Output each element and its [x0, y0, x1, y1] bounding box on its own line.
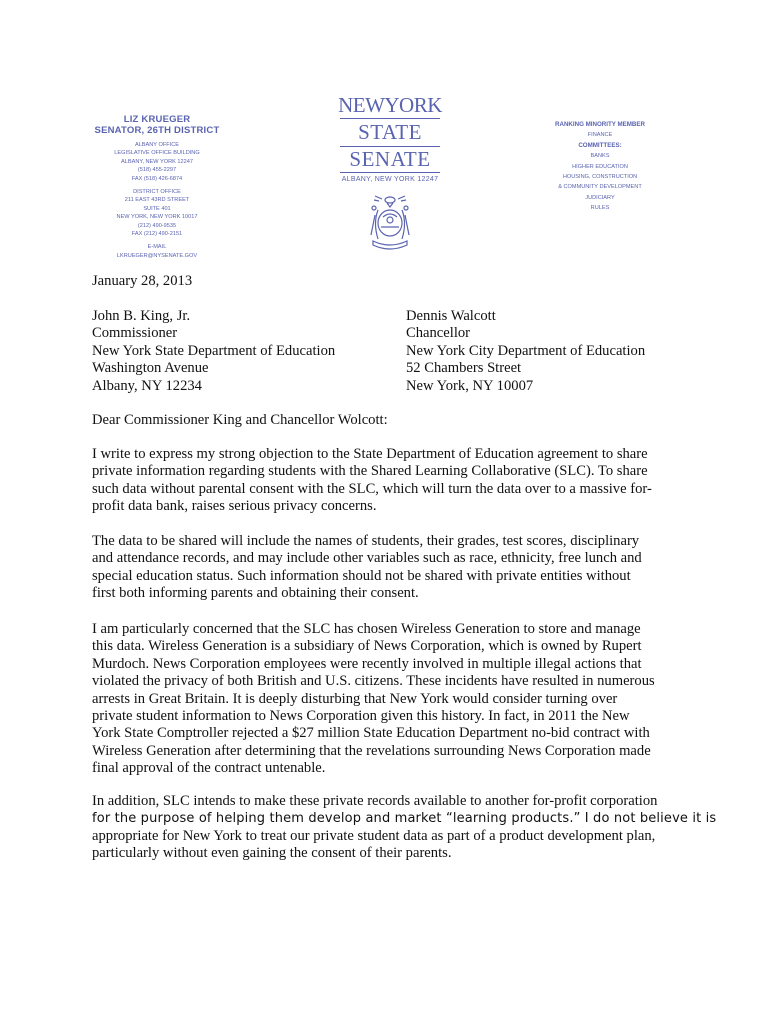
albany-office-line: ALBANY OFFICE [134, 142, 180, 148]
committee-item: HIGHER EDUCATION [572, 163, 628, 170]
committee-item: & COMMUNITY DEVELOPMENT [558, 184, 642, 191]
email-block [92, 243, 222, 260]
ranking-title: RANKING MINORITY MEMBER [555, 121, 645, 128]
senate-logo [334, 94, 446, 253]
district-office-line: (212) 490-9535 [137, 222, 177, 229]
albany-office-line: LEGISLATIVE OFFICE BUILDING [114, 150, 200, 157]
recipient-title: Commissioner [92, 325, 178, 342]
paragraph-line: particularly without even gaining the consent of their parents. [92, 845, 452, 862]
logo-state: STATE [358, 120, 422, 144]
paragraph-line: for the purpose of helping them develop and market “learning products.” I do not believe it is [92, 811, 717, 827]
email-address: LKRUEGER@NYSENATE.GOV [116, 252, 198, 259]
paragraph-line: I am particularly concerned that the SLC has chosen Wireless Generation to store and manage [92, 621, 641, 637]
senator-name: LIZ KRUEGER [123, 114, 191, 125]
recipient-address-right [406, 308, 706, 395]
paragraph-line: Murdoch. News Corporation employees were recently involved in multiple illegal actions that [92, 655, 642, 672]
recipient-city: New York, NY 10007 [406, 377, 534, 394]
committee-item: JUDICIARY [585, 194, 615, 201]
body-paragraph-2 [92, 533, 692, 603]
recipient-city: Albany, NY 12234 [92, 377, 202, 394]
committee-block [530, 120, 670, 214]
paragraph-line: In addition, SLC intends to make these private records available to another for-profit corporation [92, 793, 658, 809]
albany-office-line: (518) 455-2297 [137, 167, 177, 174]
paragraph-line: violated the privacy of both British and U.S. citizens. These incidents have resulted in numerous [92, 673, 655, 690]
recipient-name: Dennis Walcott [406, 308, 496, 324]
committee-item: BANKS [590, 153, 610, 160]
paragraph-line: Wireless Generation after determining that the revelations surrounding News Corporation made [92, 742, 651, 759]
district-office-line: FAX (212) 490-2151 [131, 231, 183, 238]
letterhead [92, 92, 676, 272]
albany-office-line: FAX (518) 426-6874 [131, 175, 183, 182]
district-office-line: NEW YORK, NEW YORK 10017 [116, 214, 198, 221]
district-office [92, 188, 222, 238]
recipient-street: Washington Avenue [92, 360, 209, 377]
senator-district: SENATOR, 26TH DISTRICT [94, 125, 220, 136]
albany-office [92, 141, 222, 183]
new-york-state-seal-icon [365, 193, 415, 253]
paragraph-line: and attendance records, and may include other variables such as race, ethnicity, free lunch and [92, 550, 642, 567]
paragraph-line: The data to be shared will include the names of students, their grades, test scores, disciplinary [92, 533, 640, 549]
logo-senate: SENATE [349, 147, 431, 171]
paragraph-line: this data. Wireless Generation is a subsidiary of News Corporation, which is owned by Rupert [92, 638, 642, 655]
committees-title: COMMITTEES: [578, 141, 622, 149]
recipient-organization: New York State Department of Education [92, 342, 336, 359]
recipient-address-left [92, 308, 392, 395]
paragraph-line: profit data bank, raises serious privacy concerns. [92, 498, 377, 515]
committee-item: HOUSING, CONSTRUCTION [562, 174, 638, 181]
recipient-title: Chancellor [406, 325, 471, 342]
recipient-organization: New York City Department of Education [406, 342, 646, 359]
paragraph-line: private information regarding students with the Shared Learning Collaborative (SLC). To share [92, 463, 648, 480]
district-office-line: SUITE 401 [143, 205, 171, 212]
paragraph-line: final approval of the contract untenable. [92, 760, 326, 777]
paragraph-line: I write to express my strong objection to the State Department of Education agreement to share [92, 446, 648, 462]
paragraph-line: arrests in Great Britain. It is deeply disturbing that New York would consider turning over [92, 690, 618, 707]
albany-office-line: ALBANY, NEW YORK 12247 [121, 158, 193, 165]
senator-contact-block [92, 114, 222, 260]
email-label: E-MAIL [147, 244, 167, 251]
paragraph-line: private student information to News Corporation given this history. In fact, in 2011 the New [92, 708, 630, 725]
paragraph-line: special education status. Such information should not be shared with private entities without [92, 567, 631, 584]
paragraph-line: such data without parental consent with the SLC, which will turn the data over to a massive for- [92, 480, 652, 497]
body-paragraph-3 [92, 621, 692, 778]
letter-date: January 28, 2013 [92, 273, 193, 289]
logo-address: ALBANY, NEW YORK 12247 [341, 176, 439, 183]
committee-item: RULES [590, 205, 610, 212]
paragraph-line: appropriate for New York to treat our private student data as part of a product development plan, [92, 827, 656, 844]
body-paragraph-1 [92, 446, 692, 516]
paragraph-line: York State Comptroller rejected a $27 million State Education Department no-bid contract with [92, 725, 650, 742]
body-paragraph-4 [92, 793, 717, 863]
logo-new-york: NEWYORK [338, 93, 442, 117]
paragraph-line: first both informing parents and obtaining their consent. [92, 585, 419, 602]
ranking-committee: FINANCE [587, 132, 613, 139]
district-office-line: 211 EAST 43RD STREET [124, 197, 190, 204]
recipient-street: 52 Chambers Street [406, 360, 522, 377]
recipient-name: John B. King, Jr. [92, 308, 191, 324]
salutation: Dear Commissioner King and Chancellor Wolcott: [92, 412, 388, 428]
district-office-line: DISTRICT OFFICE [133, 189, 181, 196]
